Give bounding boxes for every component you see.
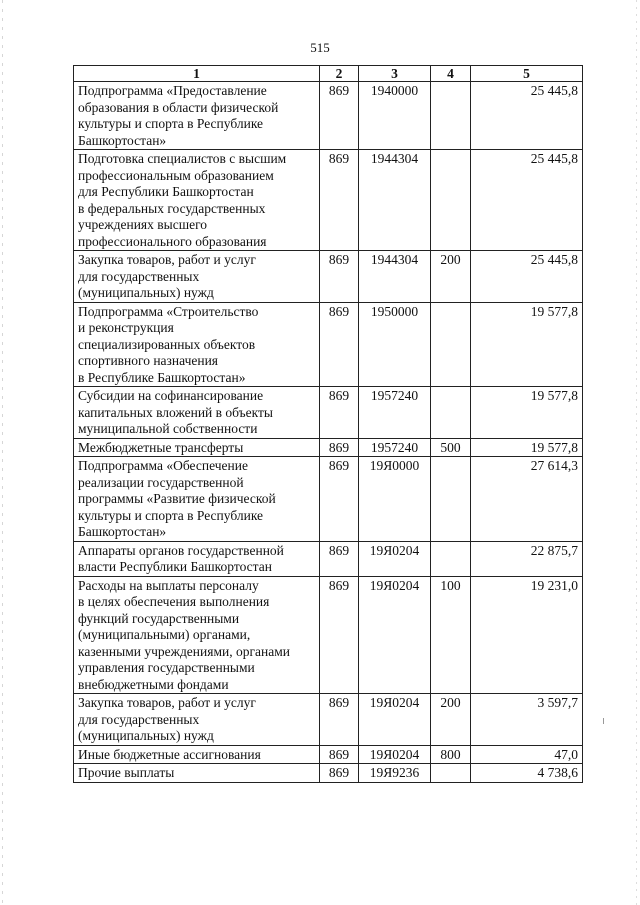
row-name: Прочие выплаты	[74, 764, 320, 783]
row-expense-type: 800	[431, 745, 471, 764]
row-name: Подпрограмма «Обеспечение реализации государственной программы «Развитие физической культуры и спорта в Республике Башкортостан»	[74, 457, 320, 542]
row-target-article: 1940000	[359, 82, 431, 150]
table-row	[74, 302, 583, 387]
row-expense-type: 100	[431, 576, 471, 694]
budget-table	[73, 65, 583, 783]
row-name: Расходы на выплаты персоналу в целях обеспечения выполнения функций государственными (муниципальными) органами, казенными учреждениями, органами управления государственными внебюджетными фондами	[74, 576, 320, 694]
row-code: 869	[320, 764, 359, 783]
row-target-article: 19Я0204	[359, 694, 431, 746]
table-header	[74, 66, 583, 82]
row-name: Закупка товаров, работ и услуг для государственных (муниципальных) нужд	[74, 694, 320, 746]
row-target-article: 19Я0204	[359, 745, 431, 764]
row-name: Межбюджетные трансферты	[74, 438, 320, 457]
row-expense-type	[431, 82, 471, 150]
header-col-1: 1	[74, 66, 320, 82]
row-amount: 19 577,8	[471, 387, 583, 439]
row-expense-type	[431, 764, 471, 783]
page-number: 515	[310, 40, 330, 55]
row-amount: 27 614,3	[471, 457, 583, 542]
row-target-article: 19Я0000	[359, 457, 431, 542]
row-name: Иные бюджетные ассигнования	[74, 745, 320, 764]
row-code: 869	[320, 387, 359, 439]
row-name: Подготовка специалистов с высшим профессиональным образованием для Республики Башкортостан в федеральных государственных учреждениях высшего профессионального образования	[74, 150, 320, 251]
row-code: 869	[320, 251, 359, 303]
table-body	[74, 82, 583, 783]
row-expense-type	[431, 457, 471, 542]
row-code: 869	[320, 541, 359, 576]
row-expense-type	[431, 150, 471, 251]
row-name: Субсидии на софинансирование капитальных вложений в объекты муниципальной собственности	[74, 387, 320, 439]
row-code: 869	[320, 82, 359, 150]
row-target-article: 1944304	[359, 251, 431, 303]
header-row	[74, 66, 583, 82]
row-expense-type: 500	[431, 438, 471, 457]
row-target-article: 1957240	[359, 387, 431, 439]
row-target-article: 1950000	[359, 302, 431, 387]
row-code: 869	[320, 302, 359, 387]
row-amount: 22 875,7	[471, 541, 583, 576]
row-name: Подпрограмма «Предоставление образования в области физической культуры и спорта в Республике Башкортостан»	[74, 82, 320, 150]
row-amount: 4 738,6	[471, 764, 583, 783]
row-amount: 47,0	[471, 745, 583, 764]
row-name: Аппараты органов государственной власти Республики Башкортостан	[74, 541, 320, 576]
row-expense-type: 200	[431, 694, 471, 746]
row-amount: 25 445,8	[471, 251, 583, 303]
row-code: 869	[320, 150, 359, 251]
table-row	[74, 576, 583, 694]
table-row	[74, 541, 583, 576]
row-target-article: 1944304	[359, 150, 431, 251]
table-row	[74, 150, 583, 251]
row-amount: 19 577,8	[471, 302, 583, 387]
row-code: 869	[320, 457, 359, 542]
table-row	[74, 457, 583, 542]
row-expense-type	[431, 541, 471, 576]
table-row	[74, 764, 583, 783]
table-row	[74, 387, 583, 439]
row-code: 869	[320, 694, 359, 746]
row-target-article: 19Я9236	[359, 764, 431, 783]
table-row	[74, 82, 583, 150]
row-amount: 3 597,7	[471, 694, 583, 746]
row-code: 869	[320, 438, 359, 457]
table-row	[74, 438, 583, 457]
table-row	[74, 694, 583, 746]
row-amount: 25 445,8	[471, 150, 583, 251]
row-amount: 19 231,0	[471, 576, 583, 694]
row-code: 869	[320, 576, 359, 694]
row-expense-type	[431, 387, 471, 439]
header-col-2: 2	[320, 66, 359, 82]
header-col-5: 5	[471, 66, 583, 82]
header-col-4: 4	[431, 66, 471, 82]
row-target-article: 1957240	[359, 438, 431, 457]
scan-speck	[603, 718, 604, 724]
scan-edge-left	[2, 0, 3, 905]
scan-edge-right	[636, 0, 637, 905]
row-name: Подпрограмма «Строительство и реконструкция специализированных объектов спортивного назначения в Республике Башкортостан»	[74, 302, 320, 387]
table-row	[74, 251, 583, 303]
row-expense-type: 200	[431, 251, 471, 303]
row-amount: 19 577,8	[471, 438, 583, 457]
row-code: 869	[320, 745, 359, 764]
row-name: Закупка товаров, работ и услуг для государственных (муниципальных) нужд	[74, 251, 320, 303]
row-expense-type	[431, 302, 471, 387]
header-col-3: 3	[359, 66, 431, 82]
table-row	[74, 745, 583, 764]
row-amount: 25 445,8	[471, 82, 583, 150]
row-target-article: 19Я0204	[359, 541, 431, 576]
row-target-article: 19Я0204	[359, 576, 431, 694]
